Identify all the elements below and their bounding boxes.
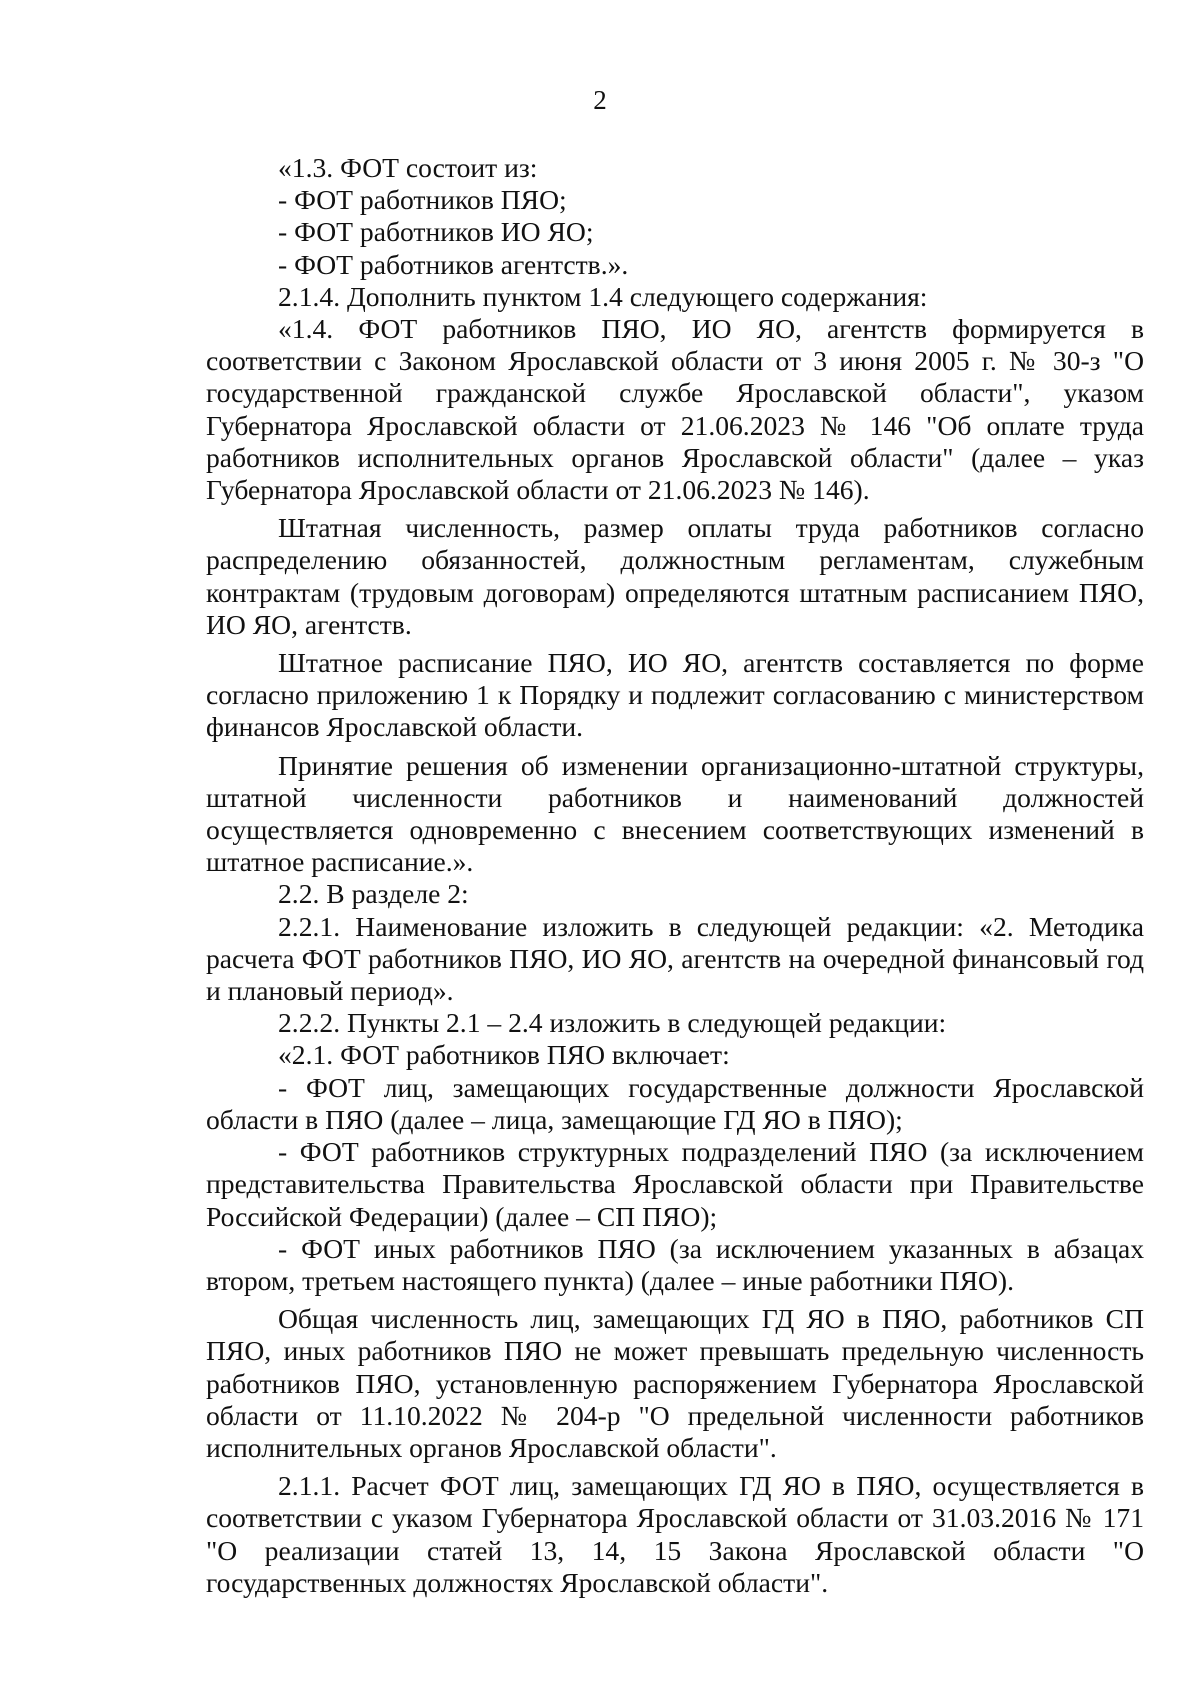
list-item: - ФОТ лиц, замещающих государственные должности Ярославской области в ПЯО (далее – лица, замещающие ГД ЯО в ПЯО); [206, 1071, 1144, 1135]
paragraph: 2.2.2. Пункты 2.1 – 2.4 изложить в следующей редакции: [278, 1007, 947, 1039]
list-item: - ФОТ работников ПЯО; [278, 184, 567, 216]
paragraph: 2.1.4. Дополнить пунктом 1.4 следующего содержания: [278, 280, 928, 312]
paragraph: «1.4. ФОТ работников ПЯО, ИО ЯО, агентств формируется в соответствии с Законом Ярославской области от 3 июня 2005 г. № 30-з "О государственной гражданской службе Ярославской области", указом Губернатора Ярославской области от 21.06.2023 № 146 "Об оплате труда работников исполнительных органов Ярославской области" (далее – указ Губернатора Ярославской области от 21.06.2023 № 146). [206, 313, 1144, 506]
paragraph: 2.2.1. Наименование изложить в следующей редакции: «2. Методика расчета ФОТ работников ПЯО, ИО ЯО, агентств на очередной финансовый год и плановый период». [206, 910, 1144, 1007]
page-number: 2 [593, 85, 607, 115]
list-item: - ФОТ работников ИО ЯО; [278, 216, 594, 248]
list-item: - ФОТ работников агентств.». [278, 248, 629, 280]
paragraph: Принятие решения об изменении организационно-штатной структуры, штатной численности работников и наименований должностей осуществляется одновременно с внесением соответствующих изменений в штатное расписание.». [206, 749, 1144, 878]
document-body [206, 152, 1144, 1599]
list-item: - ФОТ иных работников ПЯО (за исключением указанных в абзацах втором, третьем настоящего пункта) (далее – иные работники ПЯО). [206, 1232, 1144, 1296]
list-item: - ФОТ работников структурных подразделений ПЯО (за исключением представительства Правительства Ярославской области при Правительстве Российской Федерации) (далее – СП ПЯО); [206, 1136, 1144, 1232]
paragraph: 2.2. В разделе 2: [278, 878, 469, 910]
paragraph: «1.3. ФОТ состоит из: [278, 152, 538, 183]
paragraph: 2.1.1. Расчет ФОТ лиц, замещающих ГД ЯО в ПЯО, осуществляется в соответствии с указом Губернатора Ярославской области от 31.03.2016 № 171 "О реализации статей 13, 14, 15 Закона Ярославской области "О государственных должностях Ярославской области". [206, 1470, 1144, 1598]
paragraph: Штатная численность, размер оплаты труда работников согласно распределению обязанностей, должностным регламентам, служебным контрактам (трудовым договорам) определяются штатным расписанием ПЯО, ИО ЯО, агентств. [206, 512, 1144, 640]
paragraph: Штатное расписание ПЯО, ИО ЯО, агентств составляется по форме согласно приложению 1 к Порядку и подлежит согласованию с министерством финансов Ярославской области. [206, 647, 1144, 743]
paragraph: «2.1. ФОТ работников ПЯО включает: [278, 1039, 730, 1071]
paragraph: Общая численность лиц, замещающих ГД ЯО в ПЯО, работников СП ПЯО, иных работников ПЯО не может превышать предельную численность работников ПЯО, установленную распоряжением Губернатора Ярославской области от 11.10.2022 № 204-р "О предельной численности работников исполнительных органов Ярославской области". [206, 1303, 1144, 1463]
